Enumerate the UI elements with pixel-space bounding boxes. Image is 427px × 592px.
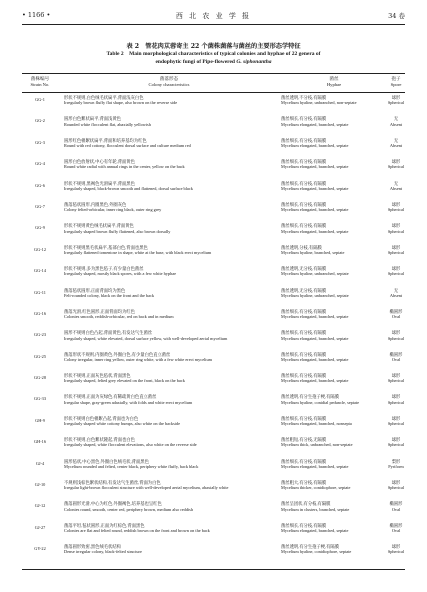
spore-cn: 球形 xyxy=(391,415,401,421)
header-hyphae-cn: 菌丝 xyxy=(329,76,339,81)
spore-en: Spherical xyxy=(387,164,405,170)
hyphae-en: Mycelium elongated, branched, septate xyxy=(281,335,349,341)
strain-id: GG-33 xyxy=(34,396,46,402)
header-hyphae-en: Hyphae xyxy=(326,81,342,87)
colony-en: Round with red cottony, flocculent dorsal surface and culture medium red xyxy=(64,142,191,148)
hyphae-cell xyxy=(281,459,387,469)
spore-cn: 球形 xyxy=(391,266,401,272)
hyphae-en: Mycelium hyaline, unbranched, non-septate xyxy=(281,100,357,106)
hyphae-cell xyxy=(281,95,387,105)
colony-cn: 形状不规则黄色绒毛状扁平,背面黄色 xyxy=(64,223,134,229)
spore-en: Spherical xyxy=(387,549,405,555)
header-colony-en: Colony characteristics xyxy=(148,81,190,87)
spore-cell xyxy=(387,245,405,255)
colony-cell xyxy=(64,309,274,319)
colony-cn: 圆形白色放射状,中心有年轮,背面黄色 xyxy=(64,159,135,165)
spore-cell xyxy=(387,352,405,362)
hyphae-en: Mycelium elongated, branched, septate xyxy=(281,356,349,362)
table-bottom-rule xyxy=(22,569,405,570)
spore-cn: 球形 xyxy=(391,201,401,207)
strain-id-cell xyxy=(22,245,58,252)
colony-en: Irregularly shaped, black-brown smooth and flattened, dorsal surface black xyxy=(64,185,193,191)
colony-en: Colony felted-orbicular, inner ring black, outer ring grey xyxy=(64,207,162,213)
strain-id-cell xyxy=(22,501,58,508)
hyphae-cell xyxy=(281,373,387,383)
header-colony-cn: 菌落形态 xyxy=(159,76,179,81)
colony-cell xyxy=(64,288,274,298)
spore-cell xyxy=(387,202,405,212)
table-row xyxy=(22,157,405,178)
strain-id: GJ-27 xyxy=(34,524,46,530)
caption-english-line2 xyxy=(22,59,405,67)
spore-cell xyxy=(387,266,405,276)
colony-en: Dense irregular colony, black-felted structure xyxy=(64,549,142,555)
hyphae-en: Mycelium elongated, branched, septate xyxy=(281,463,349,469)
strain-id-cell xyxy=(22,544,58,551)
hyphae-cell xyxy=(281,437,387,447)
spore-cn: 椭圆形 xyxy=(389,308,403,314)
colony-cn: 形状不规则,正面灰色毡状,背面黑色 xyxy=(64,373,131,379)
strain-id-cell xyxy=(22,266,58,273)
strain-id: GG-7 xyxy=(35,203,45,209)
colony-cell xyxy=(64,202,274,212)
strain-id-cell xyxy=(22,480,58,487)
spore-en: Absent xyxy=(389,121,403,127)
colony-cn: 形状不规则白色棉絮凸起,背面也为白色 xyxy=(64,415,139,421)
table-row xyxy=(22,435,405,456)
header-hyphae xyxy=(281,76,387,87)
colony-cn: 圆形白色絮状扁平,背面浅黄色 xyxy=(64,116,121,122)
spore-cell xyxy=(387,159,405,169)
hyphae-cn: 菌丝透明,无分枝,有隔膜 xyxy=(281,266,327,272)
strain-id: GH-16 xyxy=(34,439,46,445)
spore-cn: 球形 xyxy=(391,373,401,379)
colony-en: Colonies round, smooth, center red, periphery brown, medium also reddish xyxy=(64,506,193,512)
strain-id-cell xyxy=(22,202,58,209)
colony-cn: 形状不规则,多为黑色毡子,有少量白色菌丝 xyxy=(64,266,144,272)
hyphae-en: Mycelium in clusters, branched, septate xyxy=(281,506,350,512)
hyphae-cn: 菌丝透明,有分生孢子梗,有隔膜 xyxy=(281,394,340,400)
table-row xyxy=(22,179,405,200)
table-row xyxy=(22,371,405,392)
colony-en: Colony irregular, inner ring yellow, outer ring white, with a few white erect mycelium xyxy=(64,356,212,362)
colony-cell xyxy=(64,116,274,126)
spore-cell xyxy=(387,437,405,447)
colony-cn: 菌落形状不规则,内圈黄色,外圈白色,有少量白色直立菌丝 xyxy=(64,351,171,357)
spore-cell xyxy=(387,373,405,383)
spore-en: Spherical xyxy=(387,100,405,106)
colony-cell xyxy=(64,416,274,426)
colony-en: Irregular shape, gray-green adaxially, with folds and white erect mycelium xyxy=(64,399,193,405)
spore-cn: 球形 xyxy=(391,95,401,100)
spore-cell xyxy=(387,309,405,319)
colony-en: Irregular light-brown flocculent structure with well-developed aerial mycelium, abaxially white xyxy=(64,485,229,491)
table-row xyxy=(22,521,405,542)
table-row xyxy=(22,93,405,114)
hyphae-cell xyxy=(281,266,387,276)
colony-en: Colonies smooth, reddish-orbicular, red on back and in medium xyxy=(64,314,174,320)
strain-id: GY-22 xyxy=(34,546,46,552)
hyphae-en: Mycelium thick, unbranched, non-septate xyxy=(281,442,353,448)
colony-cell xyxy=(64,373,274,383)
strain-id-cell xyxy=(22,309,58,316)
hyphae-cell xyxy=(281,288,387,298)
spore-en: Spherical xyxy=(387,207,405,213)
strain-id-cell xyxy=(22,181,58,188)
spore-cell xyxy=(387,116,405,126)
spore-cell xyxy=(387,416,405,426)
strain-id: GG-9 xyxy=(35,225,45,231)
caption-english-prefix: endophytic fungi of Pipe-flowered xyxy=(155,58,237,65)
spore-en: Spherical xyxy=(387,271,405,277)
spore-en: Spherical xyxy=(387,421,405,427)
hyphae-cell xyxy=(281,116,387,126)
spore-en: Absent xyxy=(389,142,403,148)
strain-id-cell xyxy=(22,394,58,401)
colony-cn: 菌落毡状圆形,正面背面均为黑色 xyxy=(64,287,126,293)
strain-id-cell xyxy=(22,330,58,337)
table-row xyxy=(22,478,405,499)
table-row xyxy=(22,221,405,242)
strain-id: GG-6 xyxy=(35,182,45,188)
hyphae-cn: 菌丝细长,有分枝,有隔膜 xyxy=(281,159,327,165)
hyphae-cell xyxy=(281,480,387,490)
spore-cn: 无 xyxy=(393,287,399,293)
spore-cell xyxy=(387,459,405,469)
colony-cn: 形状不规则,黑褐色光滑扁平,背面黑色 xyxy=(64,180,135,186)
header-spore-en: Spore xyxy=(390,81,402,87)
spore-en: Oval xyxy=(391,506,401,512)
strain-id-cell xyxy=(22,373,58,380)
hyphae-en: Mycelium hyaline, unbranched, septate xyxy=(281,271,349,277)
table-row xyxy=(22,457,405,478)
caption-english-line1: Table 2 Main morphological characteristics of typical colonies and hyphae of 22 genera of xyxy=(106,51,321,57)
strain-id: GG-11 xyxy=(34,289,46,295)
hyphae-cn: 菌丝细长,有分枝,有隔膜 xyxy=(281,308,327,314)
hyphae-cell xyxy=(281,223,387,233)
colony-cn: 不规则浅棕色絮状结构,有发达气生菌丝,背面为白色 xyxy=(64,480,161,486)
hyphae-en: Mycelium elongated, branched, septate xyxy=(281,528,349,534)
spore-cn: 无 xyxy=(393,180,399,186)
spore-en: Absent xyxy=(389,185,403,191)
strain-id-cell xyxy=(22,288,58,295)
spore-cn: 球形 xyxy=(391,544,401,550)
strain-id: GH-9 xyxy=(35,417,45,423)
colony-en: Irregularly flattened tomentose in shape, white at the base, with black erect mycelium xyxy=(64,249,212,255)
hyphae-cn: 菌丝粗大,有分枝,有隔膜 xyxy=(281,480,327,486)
table-header xyxy=(22,74,405,92)
table-row xyxy=(22,542,405,563)
colony-cell xyxy=(64,523,274,533)
spore-en: Spherical xyxy=(387,378,405,384)
spore-cell xyxy=(387,544,405,554)
spore-en: Spherical xyxy=(387,335,405,341)
table-row xyxy=(22,350,405,371)
table-row xyxy=(22,499,405,520)
hyphae-cell xyxy=(281,181,387,191)
colony-cell xyxy=(64,95,274,105)
journal-title: 西 北 农 业 学 报 xyxy=(175,12,252,20)
colony-en: Irregularly brown fluffy flat shape, also brown on the reverse side xyxy=(64,100,178,106)
colony-cell xyxy=(64,223,274,233)
colony-en: Irregularly shaped, mostly black spores, with a few white hyphae xyxy=(64,271,177,277)
hyphae-en: Mycelium hyaline, conidial peduncle, septate xyxy=(281,399,360,405)
colony-cell xyxy=(64,138,274,148)
header-colony xyxy=(64,76,274,87)
strain-id: GJ-12 xyxy=(34,503,46,509)
colony-en: Round white radial with annual rings in the center, yellow on the back xyxy=(64,164,185,170)
strain-id-cell xyxy=(22,459,58,466)
hyphae-en: Mycelium elongated, branched, septate xyxy=(281,228,349,234)
colony-cn: 圆形不规则白色凸起,背面黄色,有发达气生菌丝 xyxy=(64,330,153,336)
colony-cell xyxy=(64,437,274,447)
strain-id-cell xyxy=(22,138,58,145)
hyphae-en: Mycelium hyaline, conidiophore, septate xyxy=(281,549,352,555)
hyphae-cn: 菌丝细长,有分枝,有隔膜 xyxy=(281,351,327,357)
colony-cell xyxy=(64,330,274,340)
spore-cn: 球形 xyxy=(391,223,401,229)
table-row xyxy=(22,328,405,349)
colony-cell xyxy=(64,159,274,169)
table-row xyxy=(22,307,405,328)
spore-cell xyxy=(387,138,405,148)
spore-cn: 梨形 xyxy=(391,458,401,464)
spore-cell xyxy=(387,523,405,533)
spore-cell xyxy=(387,223,405,233)
colony-en: Colonies are flat and felted round, reddish brown on the front and brown on the back xyxy=(64,528,210,534)
colony-cell xyxy=(64,266,274,276)
hyphae-cn: 菌丝呈团状,有分枝,有隔膜 xyxy=(281,501,331,507)
spore-en: Oval xyxy=(391,356,401,362)
strain-id-cell xyxy=(22,95,58,102)
strain-id-cell xyxy=(22,116,58,123)
page-number: • 1166 • xyxy=(22,11,51,19)
strain-id: GG-2 xyxy=(35,118,45,124)
strain-id-cell xyxy=(22,223,58,230)
header-strain-cn: 菌株编号 xyxy=(30,76,50,81)
hyphae-cn: 菌丝细长,有分枝,有隔膜 xyxy=(281,415,327,421)
hyphae-cn: 菌丝透明,有分生孢子梗,有隔膜 xyxy=(281,544,340,550)
table-row xyxy=(22,264,405,285)
spore-cn: 椭圆形 xyxy=(389,522,403,528)
table-caption xyxy=(22,42,405,66)
table-row xyxy=(22,286,405,307)
table-row xyxy=(22,136,405,157)
table-row xyxy=(22,114,405,135)
colony-cn: 形状不规则,白色絮状隆起,背面也白色 xyxy=(64,437,135,443)
spore-en: Pyriform xyxy=(388,463,404,469)
spore-en: Absent xyxy=(389,292,403,298)
colony-en: Irregularly shaped, felted grey elevated on the front, black on the back xyxy=(64,378,185,384)
colony-cell xyxy=(64,480,274,490)
spore-en: Oval xyxy=(391,314,401,320)
colony-cell xyxy=(64,501,274,511)
hyphae-en: Mycelium hyaline, branched, septate xyxy=(281,249,345,255)
running-head xyxy=(22,11,405,23)
spore-cn: 球形 xyxy=(391,394,401,400)
colony-en: Irregularly shaped white cottony bumps, also white on the backside xyxy=(64,421,180,427)
colony-cell xyxy=(64,245,274,255)
strain-id: GG-14 xyxy=(34,268,46,274)
colony-en: Rounded white flocculent flat, abaxially yellowish xyxy=(64,121,151,127)
strain-id: GG-23 xyxy=(34,332,46,338)
hyphae-cell xyxy=(281,245,387,255)
colony-cell xyxy=(64,181,274,191)
hyphae-en: Mycelium elongated, branched, septate xyxy=(281,164,349,170)
spore-cn: 无 xyxy=(393,116,399,122)
spore-cn: 椭圆形 xyxy=(389,351,403,357)
table-row xyxy=(22,414,405,435)
hyphae-en: Mycelium elongated, branched, septate xyxy=(281,185,349,191)
colony-cell xyxy=(64,544,274,554)
hyphae-cn: 菌丝细长,有分枝,有隔膜 xyxy=(281,180,327,186)
strain-id: GJ-4 xyxy=(35,460,45,466)
strain-id-cell xyxy=(22,437,58,444)
spore-cn: 椭圆形 xyxy=(389,501,403,507)
spore-en: Spherical xyxy=(387,485,405,491)
strain-id: GG-4 xyxy=(35,161,45,167)
hyphae-cn: 菌丝细长,有分枝,有隔膜 xyxy=(281,522,327,528)
table-row xyxy=(22,243,405,264)
strain-id-cell xyxy=(22,352,58,359)
header-spore-cn: 孢子 xyxy=(391,76,401,81)
strain-id: GG-12 xyxy=(34,246,46,252)
hyphae-cell xyxy=(281,202,387,212)
spore-cell xyxy=(387,288,405,298)
hyphae-cell xyxy=(281,352,387,362)
colony-cn: 菌落毡状圆形,内圈黑色,外圈灰色 xyxy=(64,201,127,207)
spore-en: Spherical xyxy=(387,228,405,234)
spore-en: Oval xyxy=(391,528,401,534)
spore-cn: 球形 xyxy=(391,159,401,165)
hyphae-cell xyxy=(281,138,387,148)
header-spore xyxy=(387,76,405,87)
spore-en: Spherical xyxy=(387,399,405,405)
hyphae-cn: 菌丝细长,有分枝,有隔膜 xyxy=(281,330,327,336)
hyphae-cell xyxy=(281,523,387,533)
caption-species-name: G. siphonantha xyxy=(236,58,272,65)
spore-cn: 球形 xyxy=(391,480,401,486)
hyphae-en: Mycelium elongated, branched, septate xyxy=(281,142,349,148)
colony-cn: 菌落圆形光滑,中心为红色,外圈褐色,培养基也呈红色 xyxy=(64,501,162,507)
hyphae-en: Mycelium elongated, branched, septate xyxy=(281,314,349,320)
header-rule xyxy=(22,24,405,25)
hyphae-cn: 菌丝透明,不分枝,有隔膜 xyxy=(281,95,327,100)
table-row xyxy=(22,200,405,221)
colony-cn: 形状不规则,白色绒毛状扁平,背面浅灰白色 xyxy=(64,95,144,100)
hyphae-cn: 菌丝粗短,有分枝,无隔膜 xyxy=(281,437,327,443)
colony-cn: 圆形红色棉絮状扁平,背面和培养基均为红色 xyxy=(64,137,147,143)
strain-id-cell xyxy=(22,159,58,166)
hyphae-cell xyxy=(281,416,387,426)
caption-chinese: 表 2 管花肉苁蓉寄主 22 个菌株菌落与菌丝的主要形态学特征 xyxy=(126,43,301,50)
hyphae-en: Mycelium elongated, branched, nonsepta xyxy=(281,421,352,427)
hyphae-cn: 菌丝细长,有分枝,有隔膜 xyxy=(281,137,327,143)
colony-en: Mycelium rounded and felted, center black, periphery white fluffy, back black xyxy=(64,463,199,469)
colony-cn: 菌落平坦,毡状圆形,正面为红棕色,背面黑色 xyxy=(64,522,145,528)
hyphae-cn: 菌丝细长,有分枝,有隔膜 xyxy=(281,201,327,207)
spore-cell xyxy=(387,501,405,511)
hyphae-en: Mycelium elongated, branched, septate xyxy=(281,207,349,213)
hyphae-cn: 菌丝细长,有分枝,有隔膜 xyxy=(281,223,327,229)
colony-en: Irregularly shaped, white flocculent elevations, also white on the reverse side xyxy=(64,442,197,448)
hyphae-cell xyxy=(281,544,387,554)
spore-cn: 无 xyxy=(393,137,399,143)
table-body xyxy=(22,93,405,564)
strain-id: GG-25 xyxy=(34,353,46,359)
colony-cn: 形状不规则,正面为灰绿色,有稀疏黄白色直立菌丝 xyxy=(64,394,157,400)
strain-id: GG-28 xyxy=(34,375,46,381)
hyphae-cell xyxy=(281,309,387,319)
colony-en: Irregularly shaped brown fluffy flattened, also brown dorsally xyxy=(64,228,171,234)
colony-cn: 菌落光滑,红色圆形,正面背面均为红色 xyxy=(64,308,135,314)
hyphae-en: Mycelium elongated, branched, septate xyxy=(281,378,349,384)
colony-cn: 形状不规则黑毛状扁平,基部白色,背面也黑色 xyxy=(64,244,148,250)
strain-id-cell xyxy=(22,416,58,423)
colony-cell xyxy=(64,352,274,362)
spore-en: Spherical xyxy=(387,249,405,255)
colony-cn: 菌落圆形致密,黑色绒毛状结构 xyxy=(64,544,121,550)
header-strain xyxy=(22,76,58,87)
colony-cell xyxy=(64,459,274,469)
hyphae-cell xyxy=(281,501,387,511)
hyphae-en: Mycelium elongated, branched, septate xyxy=(281,121,349,127)
hyphae-cn: 菌丝细长,有分枝,有隔膜 xyxy=(281,373,327,379)
morphology-table xyxy=(22,73,405,564)
spore-cell xyxy=(387,95,405,105)
header-strain-en: Strain No. xyxy=(30,81,50,87)
hyphae-cn: 菌丝细长,有分枝,有隔膜 xyxy=(281,458,327,464)
spore-cell xyxy=(387,480,405,490)
strain-id: GG-1 xyxy=(35,97,45,102)
hyphae-cn: 菌丝透明,分枝,有隔膜 xyxy=(281,244,322,250)
spore-cn: 球形 xyxy=(391,437,401,443)
spore-cn: 球形 xyxy=(391,330,401,336)
strain-id: GG-3 xyxy=(35,139,45,145)
spore-cell xyxy=(387,330,405,340)
table-row xyxy=(22,392,405,413)
colony-cell xyxy=(64,394,274,404)
spore-cn: 球形 xyxy=(391,244,401,250)
hyphae-en: Mycelium hyaline, unbranched, septate xyxy=(281,292,349,298)
hyphae-cell xyxy=(281,159,387,169)
hyphae-cell xyxy=(281,330,387,340)
strain-id: GG-16 xyxy=(34,310,46,316)
strain-id-cell xyxy=(22,523,58,530)
volume-label: 34 卷 xyxy=(388,12,405,20)
hyphae-cn: 菌丝透明,无分枝,有隔膜 xyxy=(281,287,327,293)
colony-en: Irregularly shaped, white elevated, dorsal surface yellow, with well-developed aerial mycelium xyxy=(64,335,228,341)
spore-en: Spherical xyxy=(387,442,405,448)
spore-cell xyxy=(387,181,405,191)
spore-cell xyxy=(387,394,405,404)
hyphae-cell xyxy=(281,394,387,404)
hyphae-cn: 菌丝细长,有分枝,有隔膜 xyxy=(281,116,327,122)
hyphae-en: Mycelium thicker, conidiophore, septate xyxy=(281,485,351,491)
colony-en: Felt-rounded colony, black on the front and the back xyxy=(64,292,155,298)
colony-cn: 圆形毡状,中心黑色,外圈白色绒毛状,背面黑色 xyxy=(64,458,149,464)
strain-id: GJ-10 xyxy=(34,482,46,488)
